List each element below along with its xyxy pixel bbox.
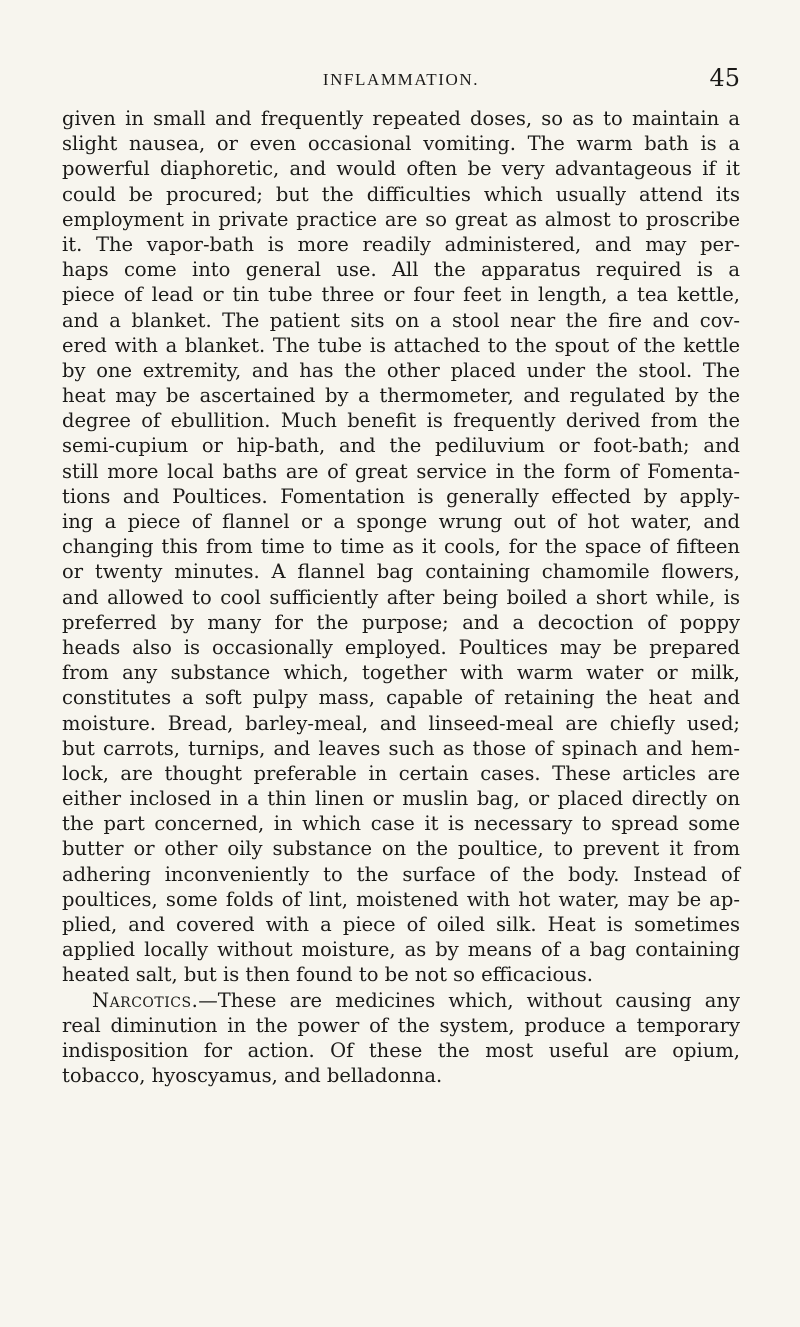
text-line: and allowed to cool sufficiently after being boiled a short while, is [62, 585, 740, 609]
text-line: either inclosed in a thin linen or muslin bag, or placed directly on [62, 787, 740, 811]
body-text [62, 106, 740, 1088]
text-line: slight nausea, or even occasional vomiting. The warm bath is a [62, 132, 740, 156]
text-line: moisture. Bread, barley-meal, and linseed-meal are chiefly used; [62, 711, 740, 735]
text-line: applied locally without moisture, as by means of a bag containing [62, 938, 740, 962]
text-line: powerful diaphoretic, and would often be very advantageous if it [62, 157, 740, 181]
narcotics-line-text: —These are medicines which, without causing any [198, 988, 740, 1012]
text-line: still more local baths are of great service in the form of Fomenta- [62, 459, 740, 483]
text-line: poultices, some folds of lint, moistened with hot water, may be ap- [62, 887, 740, 911]
page-number: 45 [709, 64, 740, 92]
text-line: employment in private practice are so great as almost to proscribe [62, 207, 740, 231]
text-line: degree of ebullition. Much benefit is frequently derived from the [62, 409, 740, 433]
text-line: it. The vapor-bath is more readily administered, and may per- [62, 232, 740, 256]
narcotics-heading: Narcotics. [92, 988, 199, 1012]
text-line: piece of lead or tin tube three or four feet in length, a tea kettle, [62, 283, 740, 307]
text-line: adhering inconveniently to the surface of the body. Instead of [62, 862, 740, 886]
text-line: plied, and covered with a piece of oiled silk. Heat is sometimes [62, 913, 740, 936]
chapter-title: INFLAMMATION. [322, 70, 480, 89]
running-header [62, 66, 740, 94]
paragraph-inflammation-remedies [62, 106, 740, 988]
text-line: haps come into general use. All the apparatus required is a [62, 258, 740, 282]
text-line: and a blanket. The patient sits on a stool near the fire and cov- [62, 308, 740, 332]
text-line: tions and Poultices. Fomentation is generally effected by apply- [62, 484, 740, 508]
text-line: by one extremity, and has the other placed under the stool. The [62, 358, 740, 382]
text-line: butter or other oily substance on the poultice, to prevent it from [62, 837, 740, 861]
paragraph-narcotics-line: real diminution in the power of the system, produce a temporary [62, 1013, 740, 1037]
text-line: could be procured; but the difficulties which usually attend its [62, 182, 740, 206]
text-line: preferred by many for the purpose; and a decoction of poppy [62, 610, 740, 634]
text-line: the part concerned, in which case it is necessary to spread some [62, 812, 740, 836]
text-line: heads also is occasionally employed. Poultices may be prepared [62, 635, 740, 659]
text-line: given in small and frequently repeated doses, so as to maintain a [62, 107, 740, 130]
text-line: from any substance which, together with warm water or milk, [62, 661, 740, 685]
text-line: ered with a blanket. The tube is attached to the spout of the kettle [62, 333, 740, 357]
text-line: changing this from time to time as it cools, for the space of fifteen [62, 535, 740, 559]
paragraph-narcotics-line: indisposition for action. Of these the most useful are opium, [62, 1038, 740, 1062]
text-line: semi-cupium or hip-bath, and the pediluvium or foot-bath; and [62, 434, 740, 458]
text-line: but carrots, turnips, and leaves such as those of spinach and hem- [62, 736, 740, 760]
text-line: heated salt, but is then found to be not so efficacious. [62, 963, 593, 987]
text-line: or twenty minutes. A flannel bag containing chamomile flowers, [62, 560, 740, 584]
paragraph-narcotics-line: tobacco, hyoscyamus, and belladonna. [62, 1064, 443, 1088]
text-line: ing a piece of flannel or a sponge wrung out of hot water, and [62, 510, 740, 533]
paragraph-narcotics-line [62, 988, 740, 1013]
text-line: constitutes a soft pulpy mass, capable of retaining the heat and [62, 686, 740, 710]
text-line: heat may be ascertained by a thermometer, and regulated by the [62, 384, 740, 408]
text-line: lock, are thought preferable in certain cases. These articles are [62, 761, 740, 785]
